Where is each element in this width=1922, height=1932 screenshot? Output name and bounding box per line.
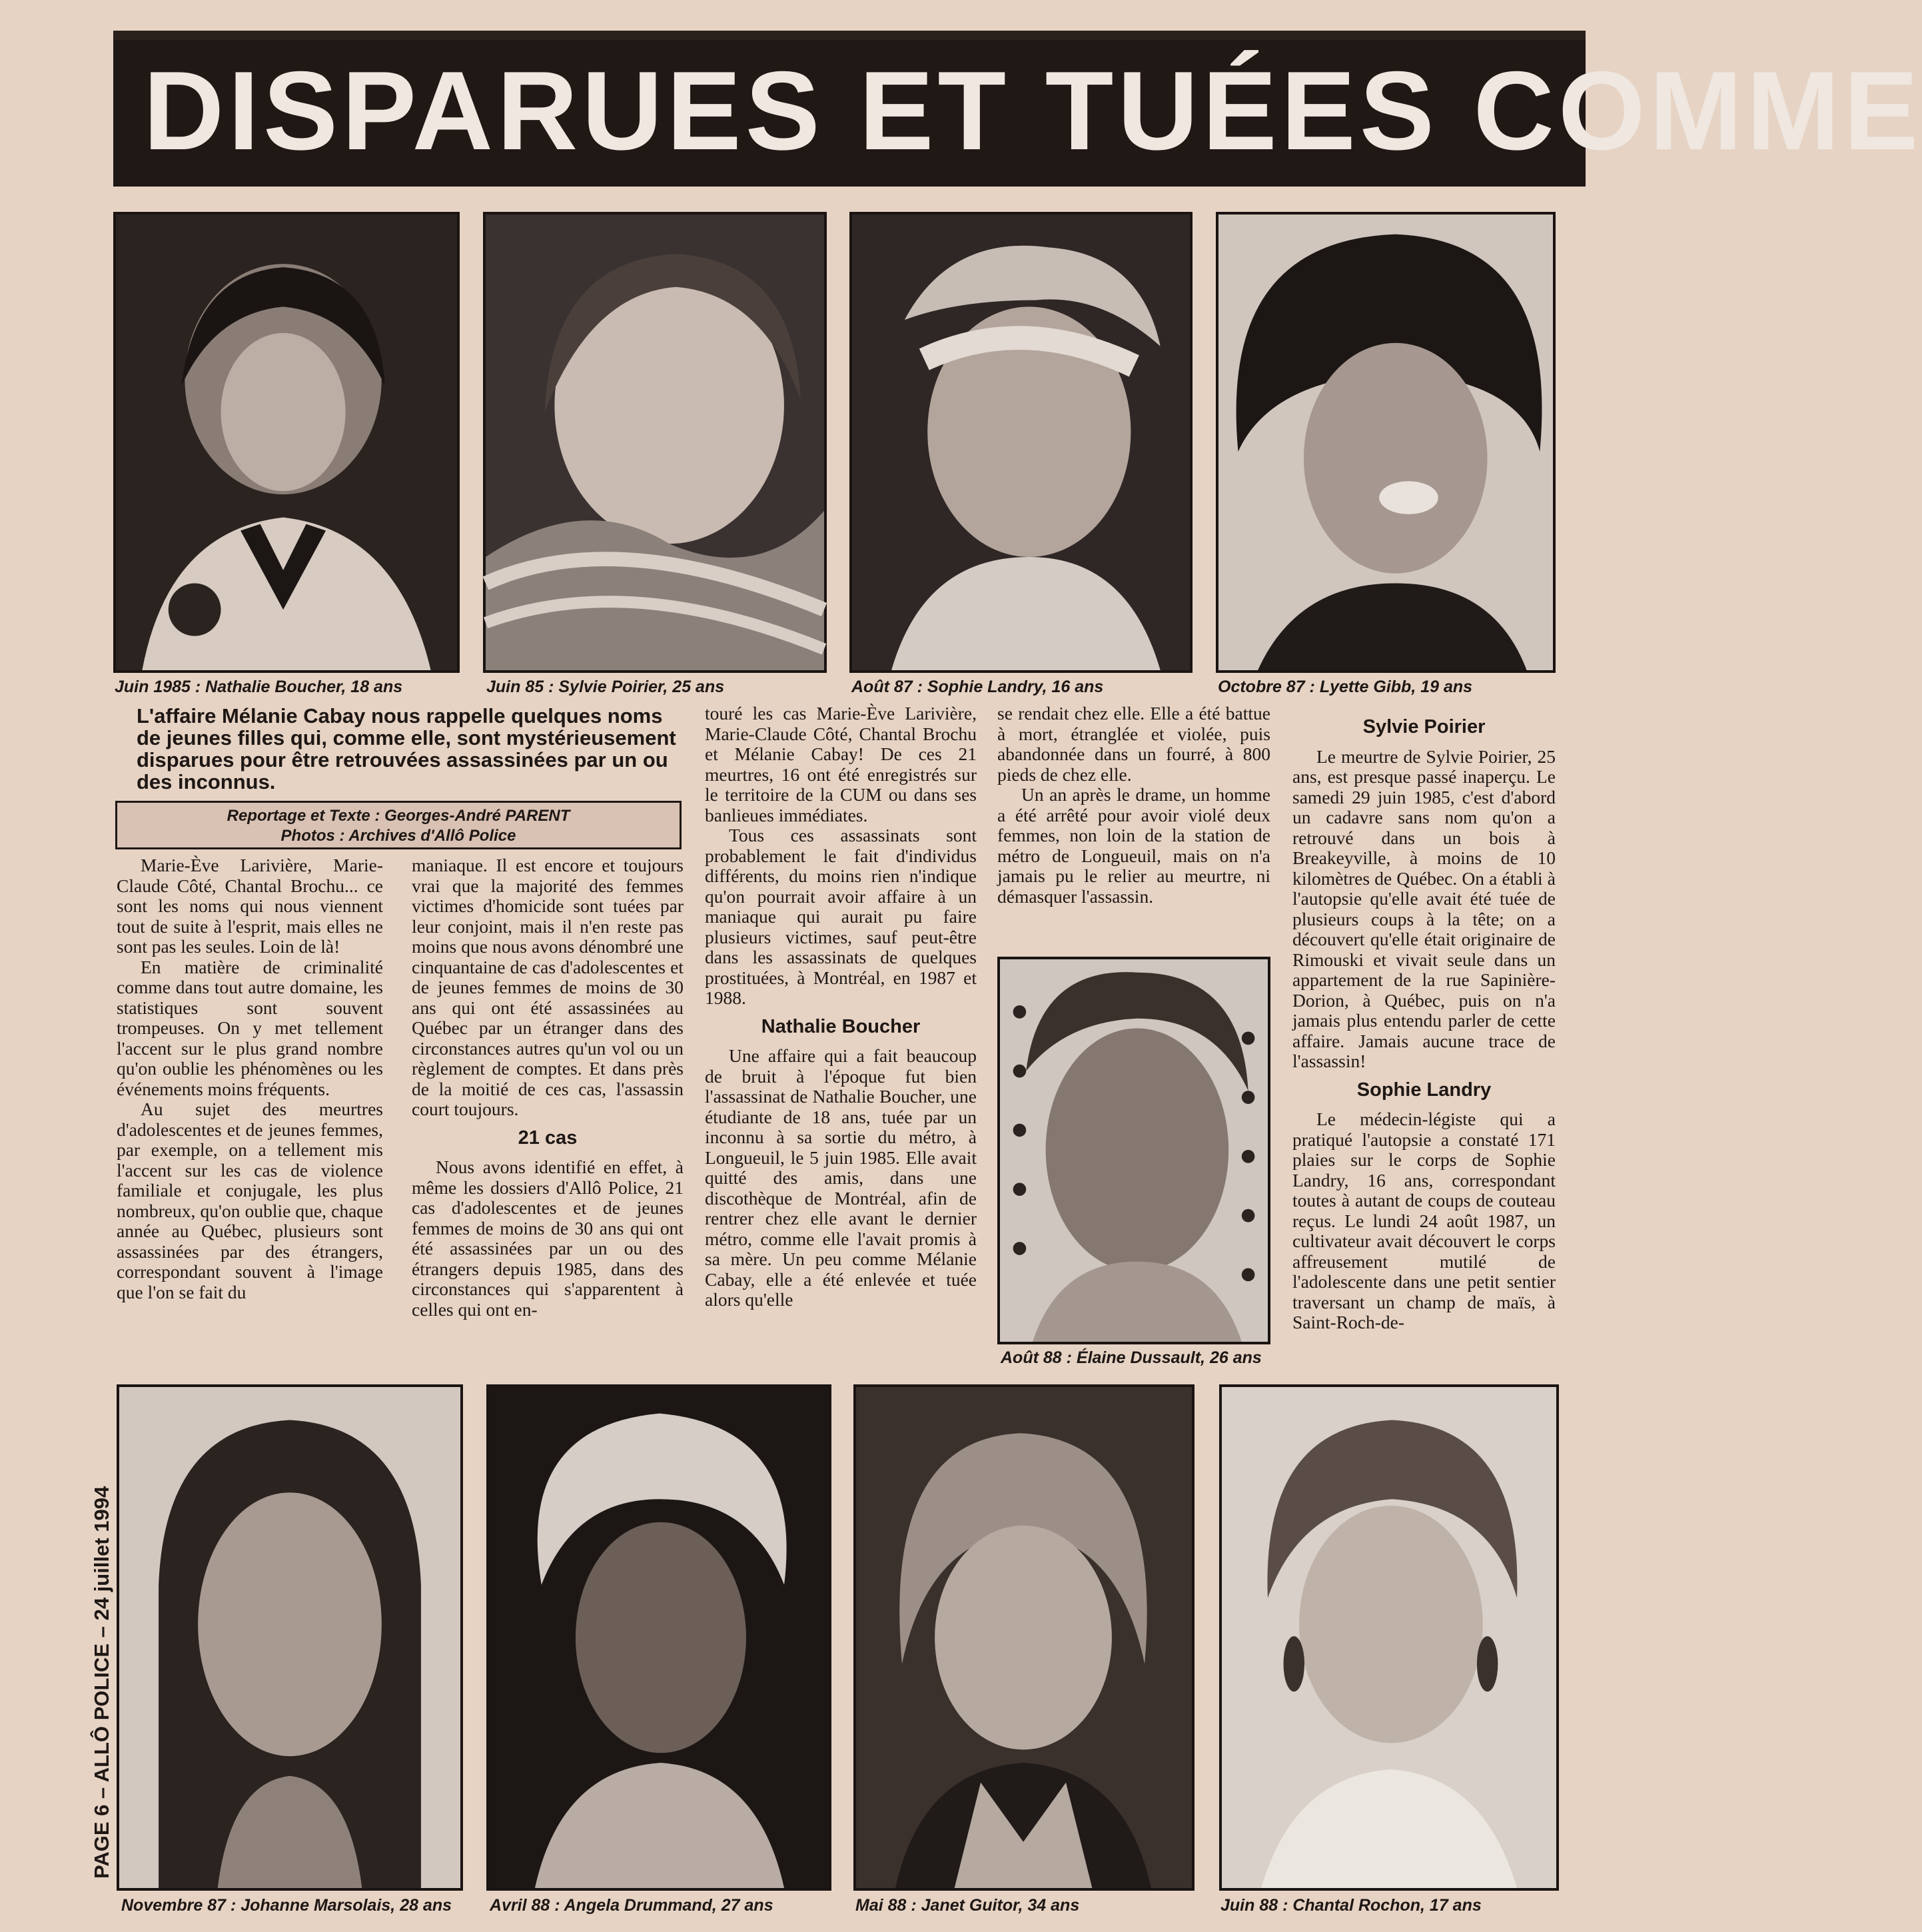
photo-johanne-marsolais	[117, 1384, 463, 1891]
credit-reportage: Reportage et Texte : Georges-André PARENT	[227, 807, 570, 825]
col3-paragraph-2: Tous ces assassinats sont probablement le fait d'individus différents, du moins rien n'indique qu'on pourrait avoir affaire à un maniaque qui aurait pu faire plusieurs victimes, sauf peut-être dans les assassinats de quelques prostituées, à Montréal, en 1987 et 1988.	[705, 825, 977, 1008]
photo-chantal-rochon	[1219, 1384, 1559, 1891]
subhead-sophie-landry: Sophie Landry	[1356, 1079, 1492, 1101]
col1-paragraph-2: En matière de criminalité comme dans tout autre domaine, les statistiques sont souvent trompeuses. On y met tellement l'accent sur le plus grand nombre qu'on oublie les phénomènes ou les événements moins fréquents.	[117, 956, 383, 1099]
caption-bottom-4: Juin 88 : Chantal Rochon, 17 ans	[1220, 1896, 1482, 1915]
col1-paragraph-3: Au sujet des meurtres d'adolescentes et de jeunes femmes, par exemple, on a tellement mis l'accent sur les cas de violence familiale et conjugale, les plus nombreux, qu'on oublie que, chaque année au Québec, plusieurs sont assassinées par des étrangers, correspondant souvent à l'image que l'on se fait du	[117, 1099, 383, 1302]
col3-paragraph-3: Une affaire qui a fait beaucoup de bruit à l'époque fut bien l'assassinat de Nathalie Boucher, une étudiante de 18 ans, tuée par un inconnu à sa sortie du métro, à Longueuil, le 5 juin 1985. Elle avait quitté des amis, dans une discothèque de Montréal, afin de rentrer chez elle avant le dernier métro, comme elle l'avait promis à sa mère. Un peu comme Mélanie Cabay, elle a été enlevée et tuée alors qu'elle	[705, 1045, 977, 1310]
article-column-3	[705, 704, 977, 1310]
photo-sophie-landry	[849, 212, 1193, 673]
col2-paragraph-2: Nous avons identifié en effet, à même les dossiers d'Allô Police, 21 cas d'adolescentes et de jeunes femmes de moins de 30 ans qui ont été assassinées par un ou des étrangers depuis 1985, dans des circonstances qui s'apparentent à celles qui ont en-	[412, 1157, 684, 1320]
photo-angela-drummand	[486, 1384, 831, 1891]
side-folio: PAGE 6 – ALLÔ POLICE – 24 juillet 1994	[90, 1486, 113, 1879]
caption-bottom-1: Novembre 87 : Johanne Marsolais, 28 ans	[121, 1896, 452, 1915]
intro-deck: L'affaire Mélanie Cabay nous rappelle quelques noms de jeunes filles qui, comme elle, sont mystérieusement disparues pour être retrouvées assassinées par un ou des inconnus.	[137, 704, 676, 793]
col1-paragraph-1: Marie-Ève Larivière, Marie-Claude Côté, Chantal Brochu... ce sont les noms qui nous viennent tout de suite à l'esprit, mais elles ne sont pas les seules. Loin de là!	[117, 855, 383, 957]
photo-sylvie-poirier	[483, 212, 827, 673]
caption-top-2: Juin 85 : Sylvie Poirier, 25 ans	[486, 678, 725, 696]
caption-middle: Août 88 : Élaine Dussault, 26 ans	[1001, 1348, 1262, 1367]
caption-bottom-3: Mai 88 : Janet Guitor, 34 ans	[855, 1896, 1080, 1915]
top-rule	[113, 31, 1586, 40]
credits-box	[115, 801, 682, 849]
caption-bottom-2: Avril 88 : Angela Drummand, 27 ans	[490, 1896, 773, 1915]
photo-elaine-dussault	[997, 957, 1270, 1344]
caption-top-4: Octobre 87 : Lyette Gibb, 19 ans	[1218, 678, 1473, 696]
col3-paragraph-1: touré les cas Marie-Ève Larivière, Marie-Claude Côté, Chantal Brochu et Mélanie Cabay! De ces 21 meurtres, 16 ont été enregistrés sur le territoire de la CUM ou dans ses banlieues immédiates.	[705, 703, 977, 825]
col2-paragraph-1: maniaque. Il est encore et toujours vrai que la majorité des femmes victimes d'homicide sont tuées par leur conjoint, mais il n'en reste pas moins que nous avons dénombré une cinquantaine de cas d'adolescentes et de jeunes femmes de moins de 30 ans qui ont été assassinées au Québec par un étranger dans des circonstances autres qu'un vol ou un règlement de comptes. Et dans près de la moitié de ces cas, l'assassin court toujours.	[412, 855, 684, 1119]
col5-paragraph-2: Le médecin-légiste qui a pratiqué l'autopsie a constaté 171 plaies sur le corps de Sophie Landry, 16 ans, correspondant toutes à autant de coups de couteau reçus. Le lundi 24 août 1987, un cultivateur avait découvert le corps affreusement mutilé de l'adolescente dans une petit sentier traversant un champ de maïs, à Saint-Roch-de-	[1292, 1109, 1556, 1332]
photo-nathalie-boucher	[113, 212, 460, 673]
article-column-5	[1292, 710, 1556, 1333]
caption-top-1: Juin 1985 : Nathalie Boucher, 18 ans	[115, 678, 403, 696]
subhead-nathalie-boucher: Nathalie Boucher	[761, 1015, 921, 1037]
col4-paragraph-1: se rendait chez elle. Elle a été battue à mort, étranglée et violée, puis abandonnée dans un fourré, à 800 pieds de chez elle.	[997, 703, 1270, 785]
article-column-2	[412, 855, 684, 1320]
photo-lyette-gibb	[1216, 212, 1556, 673]
col5-paragraph-1: Le meurtre de Sylvie Poirier, 25 ans, est presque passé inaperçu. Le samedi 29 juin 1985, c'est d'abord un cadavre sans nom qu'on a retrouvé dans un bois à Breakeyville, à moins de 10 kilomètres de Québec. On a établi à l'autopsie qu'elle avait été tuée de plusieurs coups à la tête; on a découvert qu'elle était originaire de Rimouski et vivait seule dans un appartement de la rue Sapinière-Dorion, à Québec, puis on n'a jamais plus entendu parler de cette affaire. Jamais aucune trace de l'assassin!	[1292, 745, 1556, 1071]
headline-banner	[113, 40, 1922, 187]
photo-janet-guitor	[853, 1384, 1195, 1891]
caption-top-3: Août 87 : Sophie Landry, 16 ans	[851, 678, 1104, 696]
subhead-21-cas: 21 cas	[518, 1127, 578, 1149]
col4-paragraph-2: Un an après le drame, un homme a été arrêté pour avoir violé deux femmes, non loin de la station de métro de Longueuil, mais on n'a jamais pu le relier au meurtre, ni démasquer l'assassin.	[997, 784, 1270, 907]
subhead-sylvie-poirier: Sylvie Poirier	[1362, 716, 1486, 737]
credit-photos: Photos : Archives d'Allô Police	[280, 827, 516, 845]
article-column-1	[117, 855, 383, 1302]
article-column-4	[997, 704, 1270, 907]
headline: DISPARUES ET TUÉES COMME	[143, 48, 1922, 173]
